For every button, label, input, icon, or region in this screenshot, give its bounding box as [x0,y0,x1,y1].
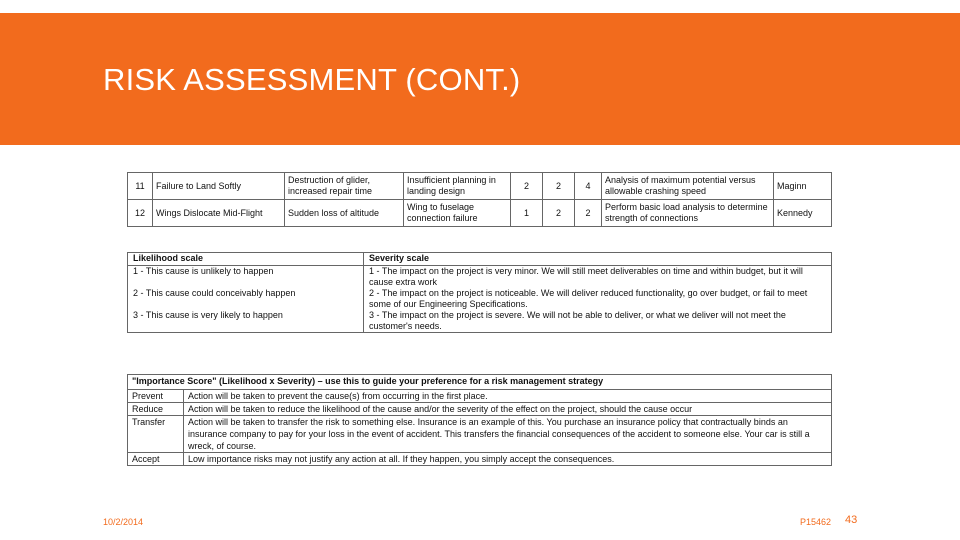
strategy-label: Transfer [128,416,184,453]
risk-table [127,172,832,227]
table-row [128,403,832,416]
risk-action: Perform basic load analysis to determine strength of connections [602,200,774,227]
strategy-label: Reduce [128,403,184,416]
risk-importance: 2 [575,200,602,227]
risk-item: Wings Dislocate Mid-Flight [153,200,285,227]
table-row [128,266,832,289]
severity-level: 3 - The impact on the project is severe. We will not be able to deliver, or what we deliver will not meet the customer's needs. [364,310,832,333]
scale-table [127,252,832,333]
strategy-text: Action will be taken to reduce the likelihood of the cause and/or the severity of the effect on the project, should the cause occur [184,403,832,416]
strategy-text: Low importance risks may not justify any action at all. If they happen, you simply accept the consequences. [184,453,832,466]
risk-action: Analysis of maximum potential versus allowable crashing speed [602,173,774,200]
footer-date: 10/2/2014 [103,517,144,527]
strategy-text: Action will be taken to transfer the risk to something else. Insurance is an example of this. You purchase an insurance policy that contractually binds an insurance company to pay for your loss in the event of accident. This transfers the financial consequences of the accident to someone else. Your car is still a wreck, of course. [184,416,832,453]
table-row [128,310,832,333]
table-row [128,173,832,200]
table-row [128,288,832,310]
importance-table [127,374,832,466]
table-row [128,200,832,227]
strategy-label: Accept [128,453,184,466]
severity-header: Severity scale [364,253,832,266]
slide-title: RISK ASSESSMENT (CONT.) [103,62,521,97]
table-row [128,390,832,403]
risk-id: 11 [128,173,153,200]
risk-severity: 2 [543,200,575,227]
risk-likelihood: 2 [511,173,543,200]
table-row [128,416,832,453]
severity-level: 2 - The impact on the project is noticeable. We will deliver reduced functionality, go over budget, or fail to meet some of our Engineering Specifications. [364,288,832,310]
risk-likelihood: 1 [511,200,543,227]
likelihood-level: 3 - This cause is very likely to happen [128,310,364,333]
risk-effect: Destruction of glider, increased repair time [285,173,404,200]
likelihood-level: 1 - This cause is unlikely to happen [128,266,364,289]
footer-course-code: P15462 [800,517,832,527]
risk-effect: Sudden loss of altitude [285,200,404,227]
risk-severity: 2 [543,173,575,200]
table-row [128,453,832,466]
likelihood-level: 2 - This cause could conceivably happen [128,288,364,310]
table-header-row [128,375,832,390]
likelihood-header: Likelihood scale [128,253,364,266]
risk-item: Failure to Land Softly [153,173,285,200]
risk-id: 12 [128,200,153,227]
page-number: 43 [845,514,858,526]
risk-owner: Kennedy [774,200,832,227]
strategy-text: Action will be taken to prevent the cause(s) from occurring in the first place. [184,390,832,403]
importance-header: "Importance Score" (Likelihood x Severity) – use this to guide your preference for a risk management strategy [128,375,832,390]
severity-level: 1 - The impact on the project is very minor. We will still meet deliverables on time and within budget, but it will cause extra work [364,266,832,289]
risk-cause: Insufficient planning in landing design [404,173,511,200]
strategy-label: Prevent [128,390,184,403]
risk-importance: 4 [575,173,602,200]
risk-owner: Maginn [774,173,832,200]
risk-cause: Wing to fuselage connection failure [404,200,511,227]
table-header-row [128,253,832,266]
